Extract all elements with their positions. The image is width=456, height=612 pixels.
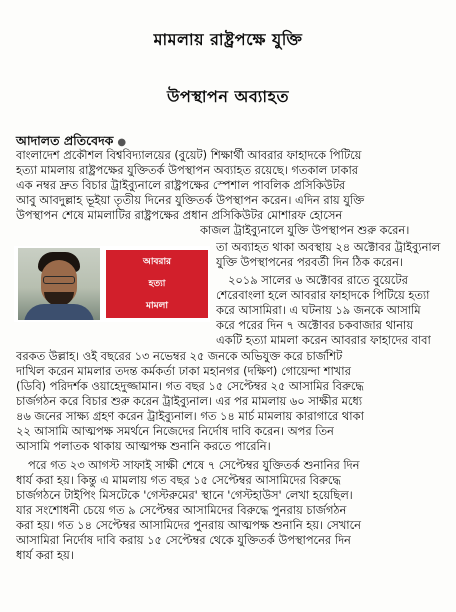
headline-line-1: মামলায় রাষ্ট্রপক্ষে যুক্তি bbox=[153, 30, 303, 49]
caption-line-1: আবরার bbox=[142, 257, 172, 267]
body-line: করে পরের দিন ৭ অক্টোবর চকবাজার থানায় bbox=[216, 318, 414, 332]
body-line: করা হয়। গত ১৪ সেপ্টেম্বর আসামিদের পুনরায় আত্মপক্ষ শুনানি হয়। সেখানে bbox=[16, 518, 361, 532]
portrait-image bbox=[18, 248, 100, 320]
body-line: (ডিবি) পরিদর্শক ওয়াহেদুজ্জামান। গত বছর ১৫ সেপ্টেম্বর ২৫ আসামির বিরুদ্ধে bbox=[16, 379, 364, 393]
body-line: উপস্থাপন শেষে মামলাটির রাষ্ট্রপক্ষের প্রধান প্রসিকিউটর মোশারফ হোসেন bbox=[16, 208, 343, 222]
photo-caption-badge bbox=[106, 250, 208, 318]
caption-line-3: মামলা bbox=[146, 301, 168, 311]
bullet-icon: ● bbox=[117, 137, 127, 148]
body-line: যুক্তি উপস্থাপনের পরবর্তী দিন ঠিক করেন। bbox=[216, 255, 403, 269]
body-line: দাখিল করেন মামলার তদন্ত কর্মকর্তা ঢাকা মহানগর (দক্ষিণ) গোয়েন্দা শাখার bbox=[16, 364, 351, 378]
body-line: বাংলাদেশ প্রকৌশল বিশ্ববিদ্যালয়ের (বুয়েট) শিক্ষার্থী আবরার ফাহাদকে পিটিয়ে bbox=[16, 148, 362, 162]
headline-line-2: উপস্থাপন অব্যাহত bbox=[167, 87, 289, 106]
body-line: একটি হত্যা মামলা করেন আবরার ফাহাদের বাবা bbox=[216, 333, 431, 347]
body-line: তা অব্যাহত থাকা অবস্থায় ২৪ অক্টোবর ট্রাইব্যুনাল bbox=[216, 240, 441, 254]
body-line: আসামি পলাতক থাকায় আত্মপক্ষ শুনানি করতে পারেনি। bbox=[16, 439, 271, 453]
caption-line-2: হত্যা bbox=[148, 279, 166, 289]
body-line: পরে গত ২৩ আগস্ট সাফাই সাক্ষী শেষে ৭ সেপ্টেম্বর যুক্তিতর্ক শুনানির দিন bbox=[28, 458, 360, 472]
body-line: আসামিরা নির্দোষ দাবি করায় ১৫ সেপ্টেম্বর থেকে যুক্তিতর্ক উপস্থাপনের দিন bbox=[16, 533, 351, 547]
body-line: বরকত উল্লাহ। ওই বছরের ১৩ নভেম্বর ২৫ জনকে অভিযুক্ত করে চার্জশিট bbox=[16, 349, 343, 363]
byline-text: আদালত প্রতিবেদক bbox=[16, 133, 114, 148]
body-line: ৪৬ জনের সাক্ষ্য গ্রহণ করেন ট্রাইব্যুনাল। গত ১৪ মার্চ মামলায় কারাগারে থাকা bbox=[16, 409, 364, 423]
body-line: কাজল ট্রাইব্যুনালে যুক্তি উপস্থাপন শুরু করেন। bbox=[200, 223, 410, 237]
article-photo bbox=[14, 246, 210, 322]
body-line: ধার্য করা হয়। bbox=[16, 548, 74, 562]
body-line: চার্জগঠন করে বিচার শুরু করেন ট্রাইব্যুনাল। এর পর মামলায় ৬০ সাক্ষীর মধ্যে bbox=[16, 394, 363, 408]
body-line: শেরেবাংলা হলে আবরার ফাহাদকে পিটিয়ে হত্যা bbox=[216, 288, 430, 302]
body-line: ২২ আসামি আত্মপক্ষ সমর্থনে নিজেদের নির্দোষ দাবি করেন। অপর তিন bbox=[16, 424, 334, 438]
body-line: আবু আবদুল্লাহ ভূইয়া তৃতীয় দিনের যুক্তিতর্ক উপস্থাপন করেন। এদিন রায় যুক্তি bbox=[16, 193, 365, 207]
body-line: চার্জগঠনে টাইপিং মিসটেকে 'গেস্টরুমের' স্থানে 'গেস্টহাউস' লেখা হয়েছিল। bbox=[16, 488, 353, 502]
body-line: ধার্য করা হয়। কিন্তু এ মামলায় গত বছর ১৫ সেপ্টেম্বর আসামিদের বিরুদ্ধে bbox=[16, 473, 341, 487]
body-line: হত্যা মামলায় রাষ্ট্রপক্ষের যুক্তিতর্ক উপস্থাপন অব্যাহত রয়েছে। গতকাল ঢাকার bbox=[16, 163, 359, 177]
body-line: করে আসামিরা। এ ঘটনায় ১৯ জনকে আসামি bbox=[216, 303, 421, 317]
body-line: এক নম্বর দ্রুত বিচার ট্রাইব্যুনালে রাষ্ট্রপক্ষের স্পেশাল পাবলিক প্রসিকিউটর bbox=[16, 178, 346, 192]
body-line: যার সংশোধনী চেয়ে গত ৯ সেপ্টেম্বর আসামিদের বিরুদ্ধে পুনরায় চার্জগঠন bbox=[16, 503, 347, 517]
body-line: ২০১৯ সালের ৬ অক্টোবর রাতে বুয়েটের bbox=[228, 273, 408, 287]
